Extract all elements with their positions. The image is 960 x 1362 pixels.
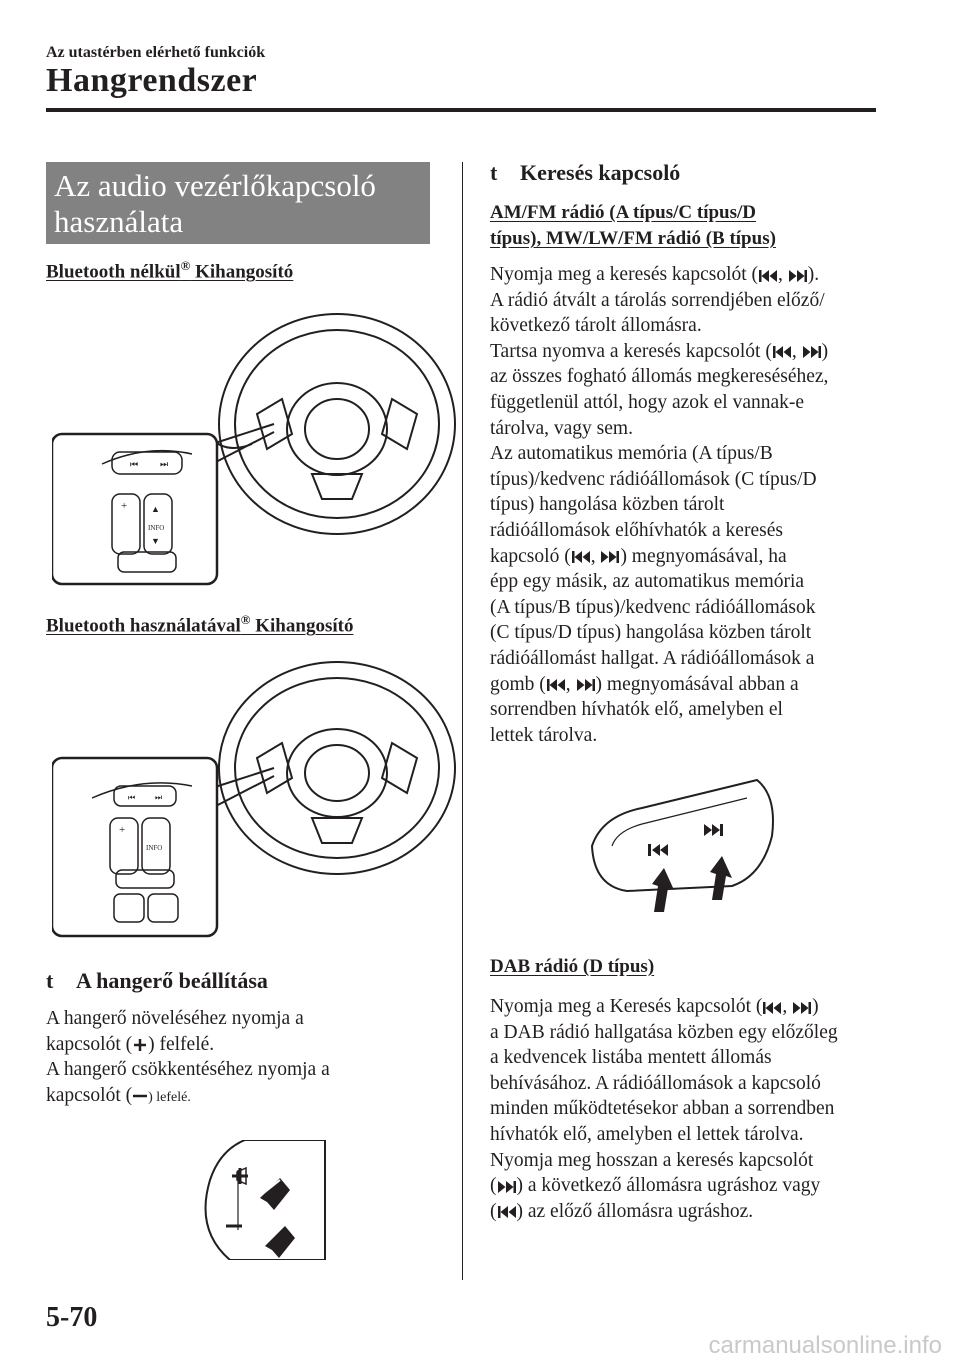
- search-heading: t Keresés kapcsoló: [490, 160, 681, 185]
- seek-switch-figure: [582, 776, 792, 916]
- seek-prev-icon: [497, 1205, 517, 1219]
- column-divider: [462, 162, 463, 1280]
- breadcrumb: Az utastérben elérhető funkciók: [46, 44, 266, 61]
- seek-next-icon: [497, 1180, 517, 1194]
- svg-text:⏭: ⏭: [160, 459, 169, 469]
- svg-text:INFO: INFO: [148, 524, 165, 532]
- seek-prev-icon: [758, 269, 778, 283]
- seek-next-icon: [792, 1001, 812, 1015]
- seek-prev-icon: [762, 1001, 782, 1015]
- svg-text:▼: ▼: [151, 536, 160, 546]
- seek-next-icon: [576, 678, 596, 692]
- seek-prev-icon: [571, 550, 591, 564]
- section-banner: [46, 162, 430, 244]
- volume-switch-figure: [190, 1140, 330, 1260]
- watermark: carmanualsonline.info: [708, 1332, 942, 1359]
- svg-text:INFO: INFO: [146, 844, 163, 852]
- svg-text:+: +: [119, 824, 126, 836]
- svg-text:⏮: ⏮: [130, 459, 139, 469]
- svg-text:⏮: ⏮: [128, 793, 136, 802]
- subheading-no-bluetooth: Bluetooth nélkül® Kihangosító: [46, 258, 294, 283]
- section-title-line1: Az audio vezérlőkapcsoló: [54, 168, 376, 203]
- seek-next-icon: [600, 550, 620, 564]
- plus-icon: [132, 1037, 148, 1053]
- steering-wheel-figure-1: [52, 304, 462, 590]
- seek-next-icon: [802, 345, 822, 359]
- svg-text:▲: ▲: [151, 504, 160, 514]
- search-text: Nyomja meg a keresés kapcsolót ( , ). A rádió átvált a tárolás sorrendjében előző/ következő tárolt állomásra. Tartsa nyomva a keresés kapcsolót ( , ) az összes fogható állomás megkereséséhez, függetlenül attól, hogy azok el vannak-e tárolva, vagy sem. Az automatikus memória (A típus/B típus)/kedvenc rádióállomások (C típus/D típus) hangolása közben tárolt rádióállomások előhívhatók a keresés kapcsoló ( , ) megnyomásával, ha épp egy másik, az automatikus memória (A típus/B típus)/kedvenc rádióállomások (C típus/D típus) hangolása közben tárolt rádióállomást hallgat. A rádióállomások a gomb ( , ) megnyomásával abban a sorrendben hívhatók elő, amelyben el lettek tárolva.: [490, 264, 829, 746]
- seek-next-icon: [788, 269, 808, 283]
- subheading-with-bluetooth: Bluetooth használatával® Kihangosító: [46, 612, 354, 637]
- seek-prev-icon: [772, 345, 792, 359]
- svg-text:⏭: ⏭: [155, 793, 163, 802]
- seek-prev-icon: [546, 678, 566, 692]
- dab-text: Nyomja meg a Keresés kapcsolót ( , ) a DAB rádió hallgatása közben egy előzőleg a kedvencek listába mentett állomás behívásához. A rádióállomások a kapcsoló minden működtetésekor abban a sorrendben hívhatók elő, amelyben el lettek tárolva. Nyomja meg hosszan a keresés kapcsolót ( ) a következő állomásra ugráshoz vagy ( ) az előző állomásra ugráshoz.: [490, 996, 838, 1222]
- page-title: Hangrendszer: [46, 62, 258, 99]
- page-number: 5-70: [46, 1302, 98, 1333]
- title-rule: [46, 108, 876, 112]
- minus-icon: [132, 1088, 148, 1104]
- section-title-line2: használata: [54, 204, 184, 239]
- volume-heading: t A hangerő beállítása: [46, 968, 268, 993]
- subheading-dab: DAB rádió (D típus): [490, 956, 655, 977]
- volume-text: A hangerő növeléséhez nyomja a kapcsolót ( ) felfelé. A hangerő csökkentéséhez nyomja a kapcsolót ( ) lefelé.: [46, 1008, 330, 1106]
- subheading-am-fm: AM/FM rádió (A típus/C típus/D típus), MW/LW/FM rádió (B típus): [490, 202, 776, 249]
- svg-text:+: +: [121, 500, 128, 512]
- steering-wheel-figure-2: [52, 658, 462, 944]
